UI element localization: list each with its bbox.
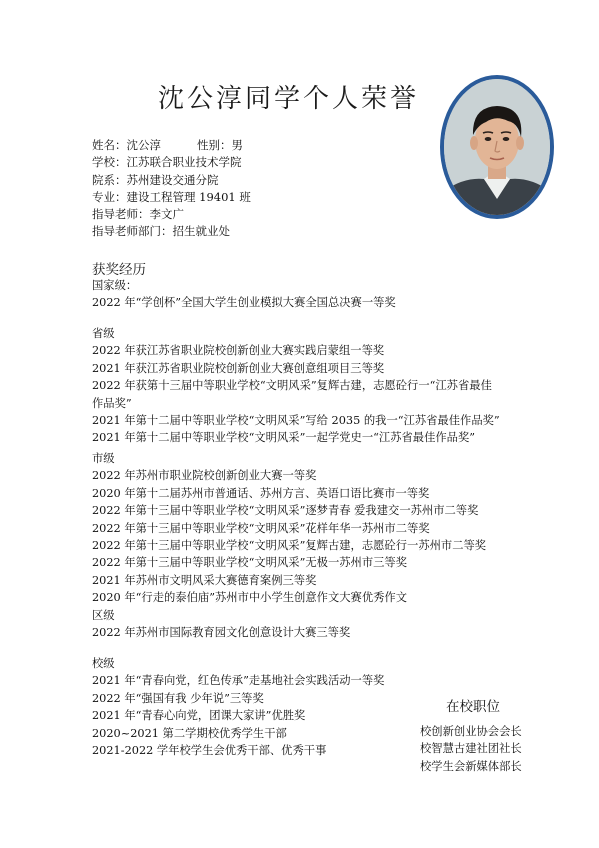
page-title: 沈公淳同学个人荣誉 <box>158 84 420 114</box>
list-item: 2020 年第十二届苏州市普通话、苏州方言、英语口语比赛市一等奖 <box>92 486 430 500</box>
position-item: 校智慧古建社团社长 <box>420 742 522 756</box>
list-item: 2022 年“强国有我 少年说”三等奖 <box>92 691 264 705</box>
position-item: 校创新创业协会会长 <box>420 725 522 738</box>
list-item: 2021 年“青春向党，红色传承”走基地社会实践活动一等奖 <box>92 674 385 688</box>
name-label: 姓名： <box>92 138 127 152</box>
positions-title: 在校职位 <box>446 699 500 715</box>
list-item: 2022 年“学创杯”全国大学生创业模拟大赛全国总决赛一等奖 <box>92 296 396 310</box>
list-item: 2022 年第十三届中等职业学校“文明风采”花样年华一苏州市二等奖 <box>92 521 430 535</box>
positions-panel <box>420 695 540 775</box>
list-item: 2022 年获第十三届中等职业学校“文明风采”复辉古建，志愿砼行一“江苏省最佳作品奖” <box>92 379 492 410</box>
list-item: 2022 年苏州市国际教育园文化创意设计大赛三等奖 <box>92 626 351 640</box>
campus-heading: 校级 <box>92 657 115 670</box>
list-item: 2020~2021 第二学期校优秀学生干部 <box>92 726 287 740</box>
position-item: 校学生会新媒体部长 <box>420 759 522 773</box>
gender-label: 性别： <box>197 138 232 152</box>
school-row: 学校：江苏联合职业技术学院 <box>92 155 242 170</box>
list-item: 2021 年第十二届中等职业学校“文明风采”写给 2035 的我一“江苏省最佳作品奖” <box>92 414 500 428</box>
district-awards <box>92 607 522 642</box>
department-row: 院系：苏州建设交通分院 <box>92 172 219 187</box>
list-item: 2021 年第十二届中等职业学校“文明风采”一起学党史一“江苏省最佳作品奖” <box>92 431 476 445</box>
advisor-dept-row: 指导老师部门：招生就业处 <box>92 224 230 239</box>
list-item: 2022 年获江苏省职业院校创新创业大赛实践启蒙组一等奖 <box>92 344 385 358</box>
list-item: 2022 年第十三届中等职业学校“文明风采”复辉古建，志愿砼行一苏州市二等奖 <box>92 539 487 553</box>
district-heading: 区级 <box>92 609 115 622</box>
list-item: 2021 年苏州市文明风采大赛德育案例三等奖 <box>92 573 317 587</box>
city-awards <box>92 450 522 607</box>
national-awards <box>92 277 522 312</box>
city-heading: 市级 <box>92 452 115 465</box>
list-item: 2020 年“行走的泰伯庙”苏州市中小学生创意作文大赛优秀作文 <box>92 591 408 605</box>
national-heading: 国家级： <box>92 279 138 292</box>
list-item: 2022 年第十三届中等职业学校“文明风采”逐梦青春 爱我建交一苏州市二等奖 <box>92 504 479 518</box>
personal-info <box>92 137 251 241</box>
list-item: 2022 年苏州市职业院校创新创业大赛一等奖 <box>92 469 317 483</box>
provincial-awards <box>92 325 522 447</box>
major-row: 专业：建设工程管理 19401 班 <box>92 189 251 204</box>
gender-value: 男 <box>231 138 243 152</box>
name-value: 沈公淳 <box>126 138 161 152</box>
awards-section-title: 获奖经历 <box>92 262 146 278</box>
list-item: 2021-2022 学年校学生会优秀干部、优秀干事 <box>92 744 327 758</box>
provincial-heading: 省级 <box>92 327 115 340</box>
list-item: 2022 年第十三届中等职业学校“文明风采”无极一苏州市三等奖 <box>92 556 408 570</box>
name-gender-row <box>92 137 251 154</box>
profile-photo <box>440 75 554 219</box>
advisor-row: 指导老师：李文广 <box>92 207 184 222</box>
list-item: 2021 年“青春心向党，团课大家讲”优胜奖 <box>92 709 306 723</box>
list-item: 2021 年获江苏省职业院校创新创业大赛创意组项目三等奖 <box>92 361 385 375</box>
portrait-image <box>444 79 550 215</box>
